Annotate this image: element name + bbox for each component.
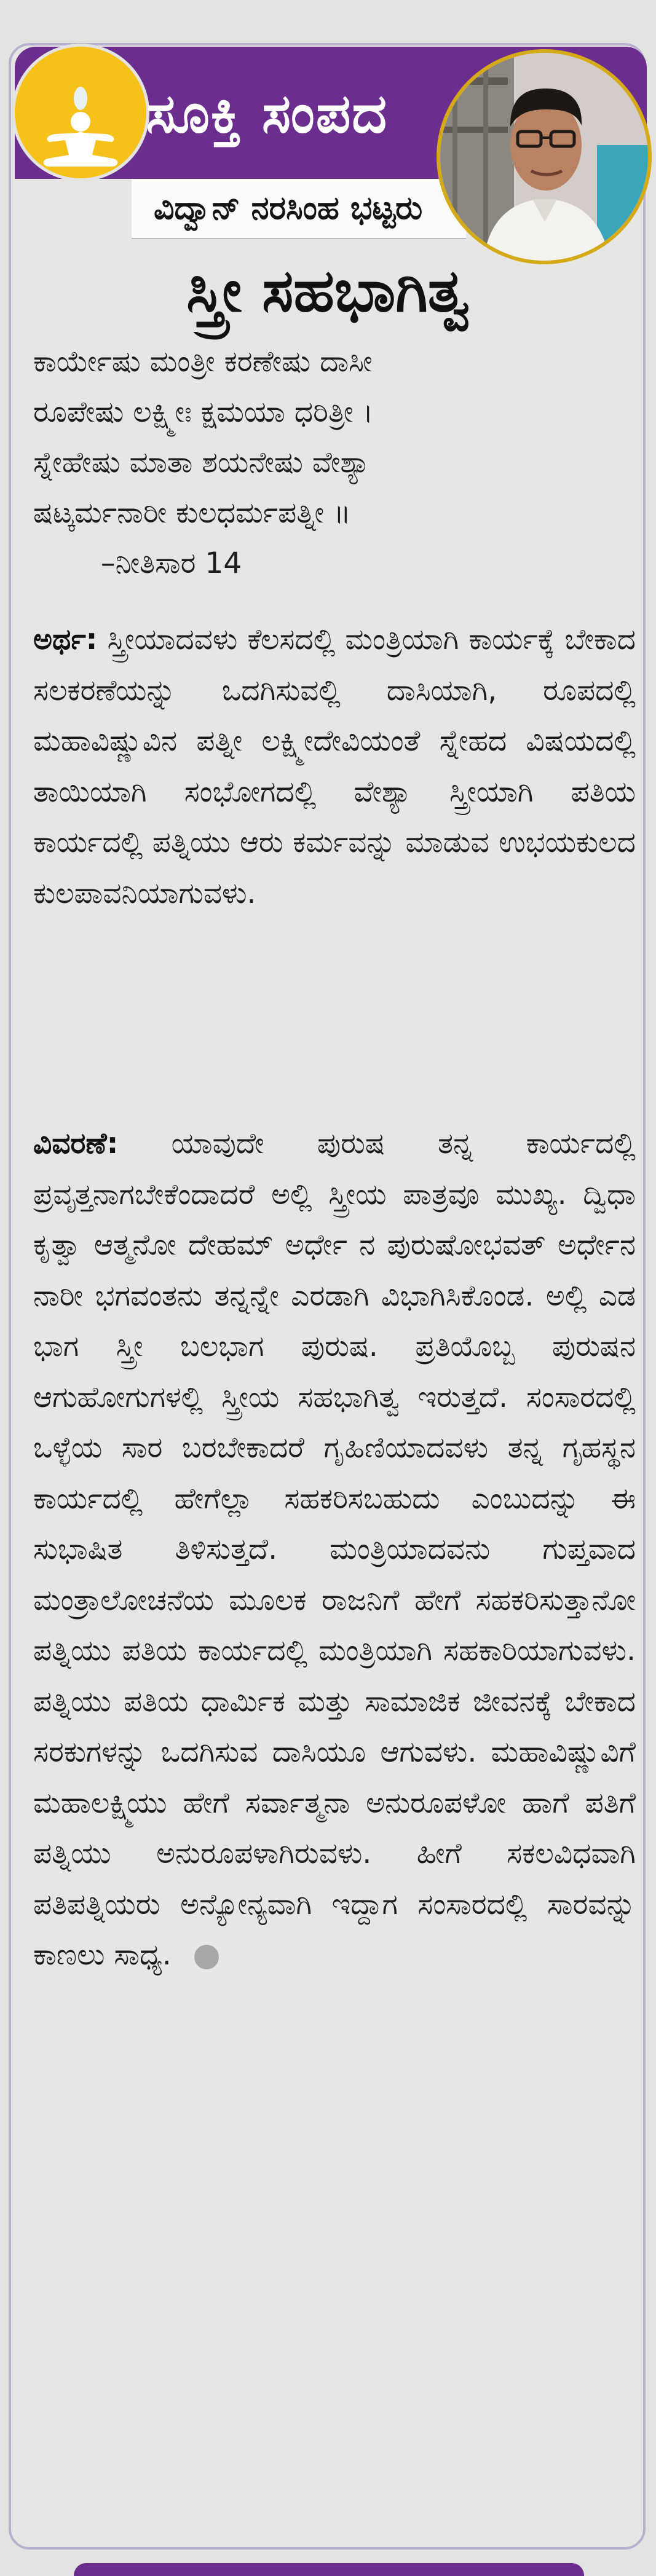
verse-line: ರೂಪೇಷು ಲಕ್ಷ್ಮೀಃ ಕ್ಷಮಯಾ ಧರಿತ್ರೀ । <box>33 395 374 429</box>
author-name: ವಿದ್ವಾನ್ ನರಸಿಂಹ ಭಟ್ಟರು <box>154 190 423 227</box>
meaning-paragraph <box>33 615 636 919</box>
explanation-paragraph <box>33 1119 636 1981</box>
explanation-label: ವಿವರಣೆ: <box>33 1127 119 1160</box>
next-column-band <box>74 2563 584 2576</box>
verse-line: ಸ್ನೇಹೇಷು ಮಾತಾ ಶಯನೇಷು ವೇಶ್ಯಾ <box>33 446 371 479</box>
meaning-label: ಅರ್ಥ: <box>33 623 98 656</box>
end-mark-icon <box>194 1945 219 1969</box>
column-title: ಸೂಕ್ತಿ ಸಂಪದ <box>146 82 389 145</box>
verse-line: ಷಟ್ಕರ್ಮನಾರೀ ಕುಲಧರ್ಮಪತ್ನೀ ॥ <box>33 496 351 530</box>
yoga-logo <box>15 47 146 178</box>
sanskrit-verse <box>33 337 636 589</box>
explanation-text: ಯಾವುದೇ ಪುರುಷ ತನ್ನ ಕಾರ್ಯದಲ್ಲಿ ಪ್ರವೃತ್ತನಾಗಬೇಕೆಂದಾದರೆ ಅಲ್ಲಿ ಸ್ತ್ರೀಯ ಪಾತ್ರವೂ ಮುಖ್ಯ. ದ್ವಿಧಾ ಕೃತ್ವಾ ಆತ್ಮನೋ ದೇಹಮ್ ಅರ್ಧೇ ನ ಪುರುಷೋಭವತ್ ಅರ್ಧೇನ ನಾರೀ ಭಗವಂತನು ತನ್ನನ್ನೇ ಎರಡಾಗಿ ವಿಭಾಗಿಸಿಕೊಂಡ. ಅಲ್ಲಿ ಎಡ ಭಾಗ ಸ್ತ್ರೀ ಬಲಭಾಗ ಪುರುಷ. ಪ್ರತಿಯೊಬ್ಬ ಪುರುಷನ ಆಗುಹೋಗುಗಳಲ್ಲಿ ಸ್ತ್ರೀಯ ಸಹಭಾಗಿತ್ವ ಇರುತ್ತದೆ. ಸಂಸಾರದಲ್ಲಿ ಒಳ್ಳೆಯ ಸಾರ ಬರಬೇಕಾದರೆ ಗೃಹಿಣಿಯಾದವಳು ತನ್ನ ಗೃಹಸ್ಥನ ಕಾರ್ಯದಲ್ಲಿ ಹೇಗೆಲ್ಲಾ ಸಹಕರಿಸಬಹುದು ಎಂಬುದನ್ನು ಈ ಸುಭಾಷಿತ ತಿಳಿಸುತ್ತದೆ. ಮಂತ್ರಿಯಾದವನು ಗುಪ್ತವಾದ ಮಂತ್ರಾಲೋಚನೆಯ ಮೂಲಕ ರಾಜನಿಗೆ ಹೇಗೆ ಸಹಕರಿಸುತ್ತಾನೋ ಪತ್ನಿಯು ಪತಿಯ ಕಾರ್ಯದಲ್ಲಿ ಮಂತ್ರಿಯಾಗಿ ಸಹಕಾರಿಯಾಗುವಳು. ಪತ್ನಿಯು ಪತಿಯ ಧಾರ್ಮಿಕ ಮತ್ತು ಸಾಮಾಜಿಕ ಜೀವನಕ್ಕೆ ಬೇಕಾದ ಸರಕುಗಳನ್ನು ಒದಗಿಸುವ ದಾಸಿಯೂ ಆಗುವಳು. ಮಹಾವಿಷ್ಣುವಿಗೆ ಮಹಾಲಕ್ಷ್ಮಿಯು ಹೇಗೆ ಸರ್ವಾತ್ಮನಾ ಅನುರೂಪಳೋ ಹಾಗೆ ಪತಿಗೆ ಪತ್ನಿಯು ಅನುರೂಪಳಾಗಿರುವಳು. ಹೀಗೆ ಸಕಲವಿಧವಾಗಿ ಪತಿಪತ್ನಿಯರು ಅನ್ಯೋನ್ಯವಾಗಿ ಇದ್ದಾಗ ಸಂಸಾರದಲ್ಲಿ ಸಾರವನ್ನು ಕಾಣಲು ಸಾಧ್ಯ. <box>33 1127 636 1972</box>
article-headline: ಸ್ತ್ರೀ ಸಹಭಾಗಿತ್ವ <box>186 256 470 325</box>
verse-line: ಕಾರ್ಯೇಷು ಮಂತ್ರೀ ಕರಣೇಷು ದಾಸೀ <box>33 345 373 379</box>
verse-source: –ನೀತಿಸಾರ 14 <box>101 546 242 580</box>
meaning-text: ಸ್ತ್ರೀಯಾದವಳು ಕೆಲಸದಲ್ಲಿ ಮಂತ್ರಿಯಾಗಿ ಕಾರ್ಯಕ್ಕೆ ಬೇಕಾದ ಸಲಕರಣೆಯನ್ನು ಒದಗಿಸುವಲ್ಲಿ ದಾಸಿಯಾಗಿ, ರೂಪದಲ್ಲಿ ಮಹಾವಿಷ್ಣುವಿನ ಪತ್ನೀ ಲಕ್ಷ್ಮೀದೇವಿಯಂತೆ ಸ್ನೇಹದ ವಿಷಯದಲ್ಲಿ ತಾಯಿಯಾಗಿ ಸಂಭೋಗದಲ್ಲಿ ವೇಶ್ಯಾ ಸ್ತ್ರೀಯಾಗಿ ಪತಿಯ ಕಾರ್ಯದಲ್ಲಿ ಪತ್ನಿಯು ಆರು ಕರ್ಮವನ್ನು ಮಾಡುವ ಉಭಯಕುಲದ ಕುಲಪಾವನಿಯಾಗುವಳು. <box>33 623 636 910</box>
meditation-icon <box>15 47 146 178</box>
author-photo <box>440 53 648 261</box>
